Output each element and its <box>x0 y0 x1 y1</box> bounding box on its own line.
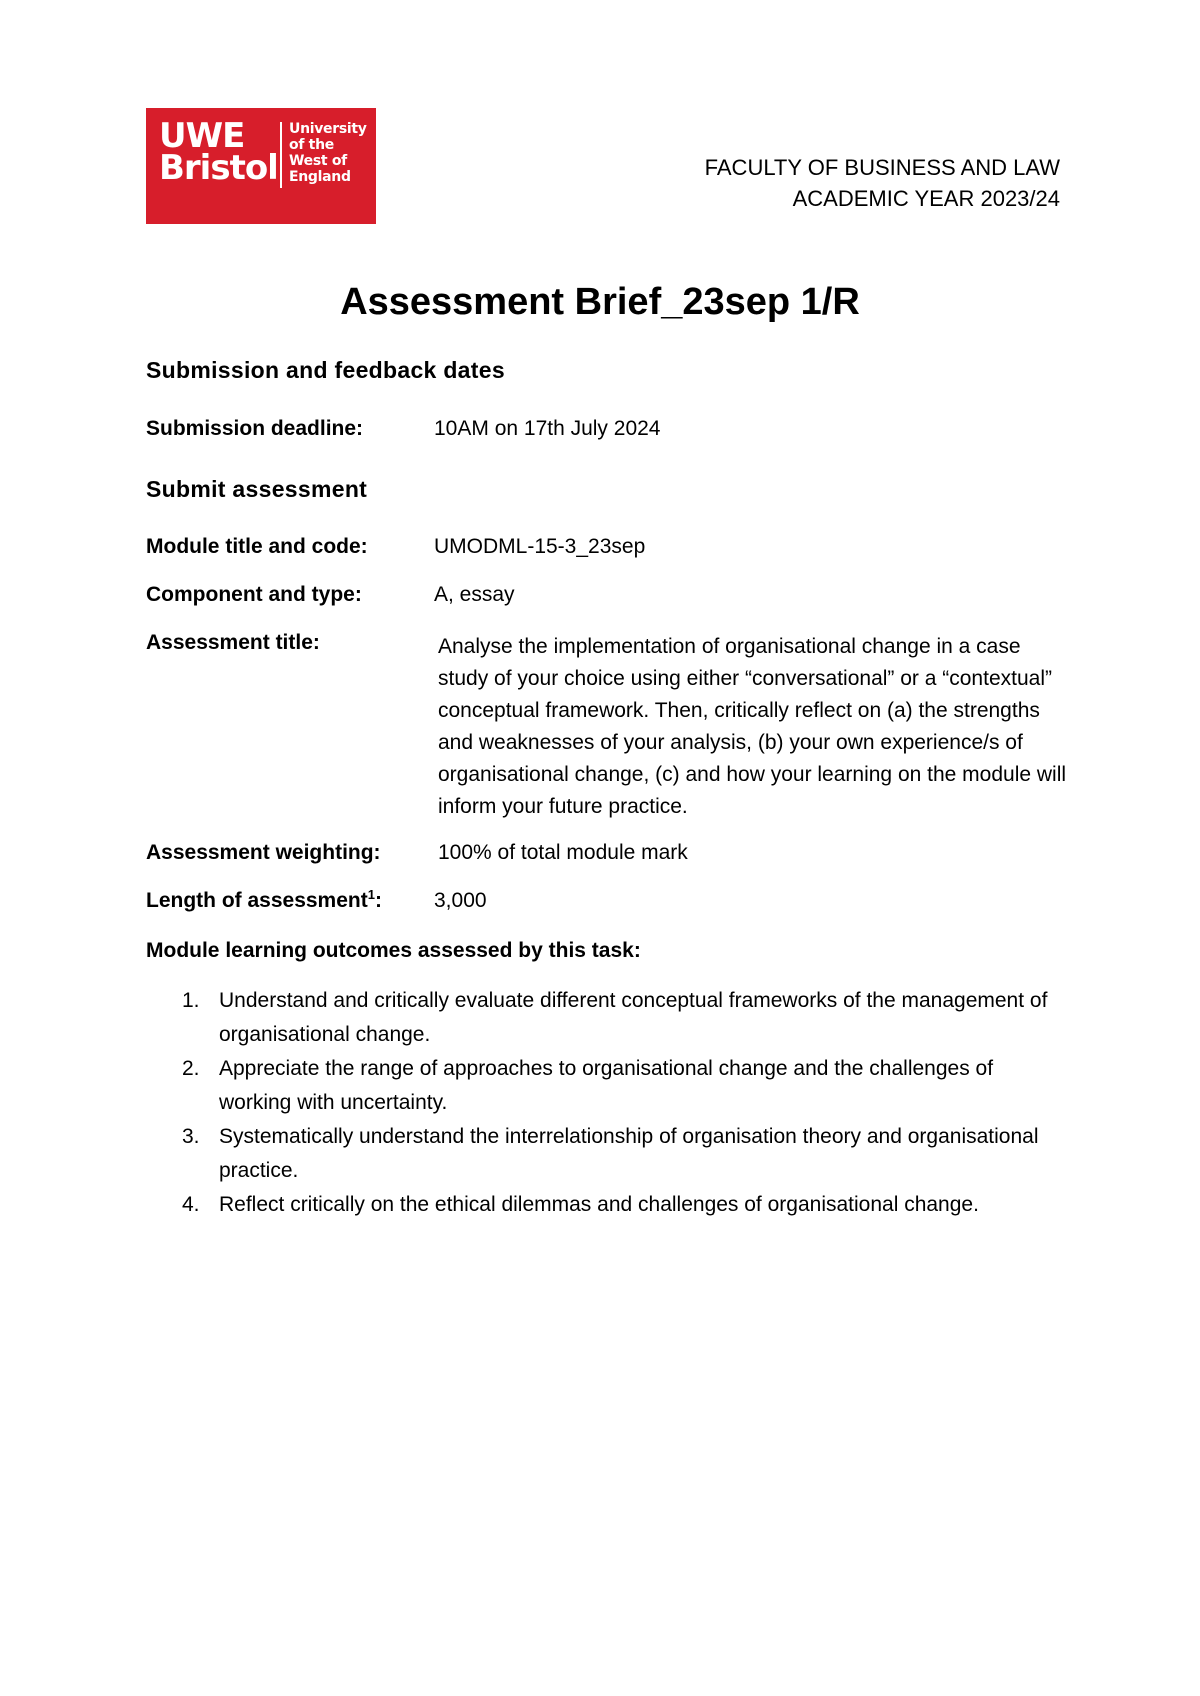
logo-university-text <box>289 121 367 185</box>
list-number: 4. <box>182 1193 200 1216</box>
logo-line-uwe: UWE <box>159 116 245 156</box>
list-item <box>146 1052 1066 1120</box>
list-number: 2. <box>182 1057 200 1080</box>
list-item <box>146 1120 1066 1188</box>
deadline-value: 10AM on 17th July 2024 <box>434 417 661 440</box>
module-value: UMODML-15-3_23sep <box>434 535 646 558</box>
uwe-bristol-logo <box>146 108 376 224</box>
list-number: 1. <box>182 989 200 1012</box>
academic-year: ACADEMIC YEAR 2023/24 <box>792 186 1060 211</box>
deadline-label: Submission deadline: <box>146 417 364 440</box>
footnote-marker[interactable]: 1 <box>367 887 375 902</box>
length-value: 3,000 <box>434 889 487 912</box>
assessment-title-label: Assessment title: <box>146 631 320 654</box>
submission-dates-heading: Submission and feedback dates <box>146 357 505 383</box>
logo-sub-line: England <box>289 169 351 185</box>
list-item-text: Appreciate the range of approaches to organisational change and the challenges of working with uncertainty. <box>219 1057 994 1114</box>
logo-sub-line: of the <box>289 137 334 153</box>
list-number: 3. <box>182 1125 200 1148</box>
logo-divider <box>280 122 282 188</box>
list-item <box>146 984 1066 1052</box>
logo-sub-line: West of <box>289 153 347 169</box>
logo-sub-line: University <box>289 121 367 137</box>
length-label-colon: : <box>374 889 382 912</box>
component-label: Component and type: <box>146 583 362 606</box>
logo-wordmark <box>159 116 278 188</box>
faculty-name: FACULTY OF BUSINESS AND LAW <box>704 155 1060 180</box>
submit-assessment-heading: Submit assessment <box>146 476 368 502</box>
list-item-text: Understand and critically evaluate different conceptual frameworks of the management of organisational change. <box>219 989 1048 1046</box>
list-item-text: Reflect critically on the ethical dilemmas and challenges of organisational change. <box>219 1193 979 1216</box>
length-label <box>146 886 382 916</box>
weighting-value: 100% of total module mark <box>438 841 688 864</box>
list-item-text: Systematically understand the interrelationship of organisation theory and organisational practice. <box>219 1125 1039 1182</box>
learning-outcomes-list <box>146 984 1066 1222</box>
page-title: Assessment Brief_23sep 1/R <box>340 281 860 323</box>
faculty-header <box>705 152 1060 214</box>
assessment-title-value: Analyse the implementation of organisational change in a case study of your choice using either “conversational” or a “contextual” conceptual framework. Then, critically reflect on (a) the strengths and weaknesses of your analysis, (b) your own experience/s of organisational change, (c) and how your learning on the module will inform your future practice. <box>438 635 1067 818</box>
module-label: Module title and code: <box>146 535 368 558</box>
component-value: A, essay <box>434 583 515 606</box>
length-label-text: Length of assessment <box>146 889 368 912</box>
list-item <box>146 1188 1066 1222</box>
outcomes-heading: Module learning outcomes assessed by this task: <box>146 939 641 962</box>
weighting-label: Assessment weighting: <box>146 841 381 864</box>
logo-line-bristol: Bristol <box>159 148 278 188</box>
